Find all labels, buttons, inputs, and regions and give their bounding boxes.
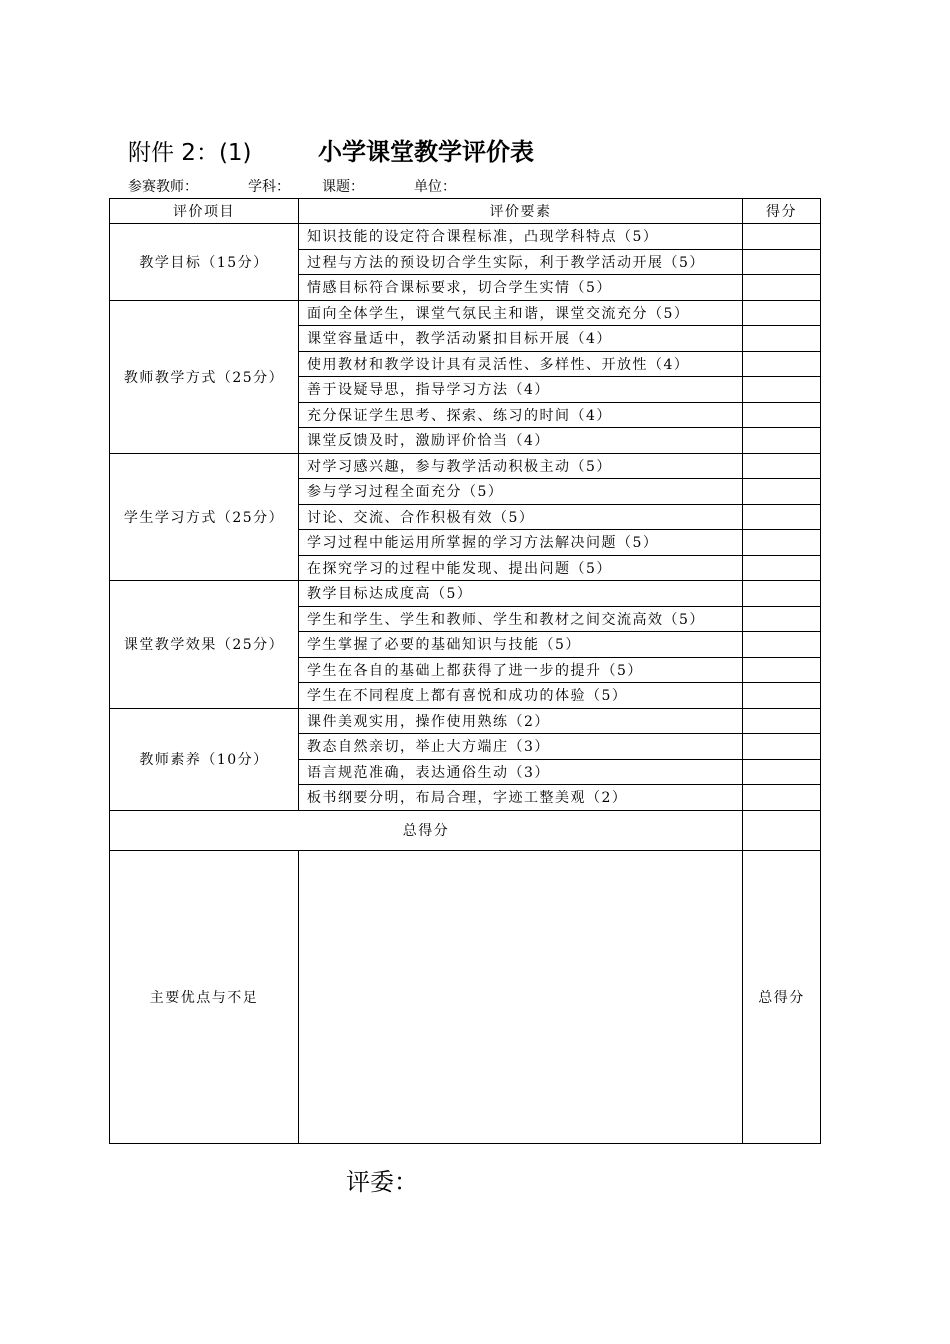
category-cell: 课堂教学效果（25分）	[110, 581, 299, 709]
criteria-cell: 学生掌握了必要的基础知识与技能（5）	[299, 632, 743, 658]
judge-label: 评委：	[346, 1168, 418, 1196]
criteria-cell: 面向全体学生，课堂气氛民主和谐，课堂交流充分（5）	[299, 300, 743, 326]
document-title: 小学课堂教学评价表	[318, 137, 534, 166]
score-cell[interactable]	[743, 351, 821, 377]
criteria-cell: 学生在不同程度上都有喜悦和成功的体验（5）	[299, 683, 743, 709]
criteria-cell: 课件美观实用，操作使用熟练（2）	[299, 708, 743, 734]
score-cell[interactable]	[743, 759, 821, 785]
table-row	[110, 708, 821, 734]
total-row	[110, 810, 821, 850]
notes-row	[110, 850, 821, 1143]
criteria-cell: 讨论、交流、合作积极有效（5）	[299, 504, 743, 530]
score-cell[interactable]	[743, 734, 821, 760]
score-cell[interactable]	[743, 300, 821, 326]
criteria-cell: 学生在各自的基础上都获得了进一步的提升（5）	[299, 657, 743, 683]
criteria-cell: 使用教材和教学设计具有灵活性、多样性、开放性（4）	[299, 351, 743, 377]
score-cell[interactable]	[743, 530, 821, 556]
header-score: 得分	[743, 199, 821, 224]
criteria-cell: 对学习感兴趣，参与教学活动积极主动（5）	[299, 453, 743, 479]
score-cell[interactable]	[743, 632, 821, 658]
subject-label: 学科：	[248, 179, 290, 195]
criteria-cell: 课堂反馈及时，激励评价恰当（4）	[299, 428, 743, 454]
meta-line	[128, 176, 456, 196]
header-category: 评价项目	[110, 199, 299, 224]
notes-label: 主要优点与不足	[110, 850, 299, 1143]
criteria-cell: 知识技能的设定符合课程标准，凸现学科特点（5）	[299, 224, 743, 250]
table-row	[110, 453, 821, 479]
criteria-cell: 学生和学生、学生和教师、学生和教材之间交流高效（5）	[299, 606, 743, 632]
score-cell[interactable]	[743, 402, 821, 428]
criteria-cell: 过程与方法的预设切合学生实际，利于教学活动开展（5）	[299, 249, 743, 275]
criteria-cell: 充分保证学生思考、探索、练习的时间（4）	[299, 402, 743, 428]
score-cell[interactable]	[743, 708, 821, 734]
criteria-cell: 参与学习过程全面充分（5）	[299, 479, 743, 505]
table-row	[110, 224, 821, 250]
criteria-cell: 学习过程中能运用所掌握的学习方法解决问题（5）	[299, 530, 743, 556]
score-cell[interactable]	[743, 683, 821, 709]
evaluation-table	[109, 198, 821, 1144]
attachment-label: 附件 2：(1)	[128, 140, 252, 166]
score-cell[interactable]	[743, 504, 821, 530]
table-row	[110, 300, 821, 326]
table-header-row	[110, 199, 821, 224]
score-cell[interactable]	[743, 224, 821, 250]
category-cell: 教学目标（15分）	[110, 224, 299, 301]
category-cell: 教师素养（10分）	[110, 708, 299, 810]
total-label: 总得分	[110, 810, 743, 850]
score-cell[interactable]	[743, 606, 821, 632]
total-score-cell[interactable]	[743, 810, 821, 850]
criteria-cell: 情感目标符合课标要求，切合学生实情（5）	[299, 275, 743, 301]
score-cell[interactable]	[743, 581, 821, 607]
criteria-cell: 课堂容量适中，教学活动紧扣目标开展（4）	[299, 326, 743, 352]
notes-content-cell[interactable]	[299, 850, 743, 1143]
score-cell[interactable]	[743, 657, 821, 683]
score-cell[interactable]	[743, 377, 821, 403]
score-cell[interactable]	[743, 479, 821, 505]
criteria-cell: 教学目标达成度高（5）	[299, 581, 743, 607]
category-cell: 学生学习方式（25分）	[110, 453, 299, 581]
teacher-label: 参赛教师：	[128, 179, 198, 195]
document-header	[128, 132, 534, 167]
criteria-cell: 在探究学习的过程中能发现、提出问题（5）	[299, 555, 743, 581]
criteria-cell: 教态自然亲切，举止大方端庄（3）	[299, 734, 743, 760]
score-cell[interactable]	[743, 428, 821, 454]
table-row	[110, 581, 821, 607]
header-criteria: 评价要素	[299, 199, 743, 224]
criteria-cell: 板书纲要分明，布局合理，字迹工整美观（2）	[299, 785, 743, 811]
category-cell: 教师教学方式（25分）	[110, 300, 299, 453]
criteria-cell: 语言规范准确，表达通俗生动（3）	[299, 759, 743, 785]
unit-label: 单位：	[414, 179, 456, 195]
score-cell[interactable]	[743, 326, 821, 352]
criteria-cell: 善于设疑导思，指导学习方法（4）	[299, 377, 743, 403]
score-cell[interactable]	[743, 249, 821, 275]
notes-score-label: 总得分	[743, 850, 821, 1143]
score-cell[interactable]	[743, 785, 821, 811]
score-cell[interactable]	[743, 555, 821, 581]
score-cell[interactable]	[743, 453, 821, 479]
score-cell[interactable]	[743, 275, 821, 301]
topic-label: 课题：	[322, 179, 364, 195]
